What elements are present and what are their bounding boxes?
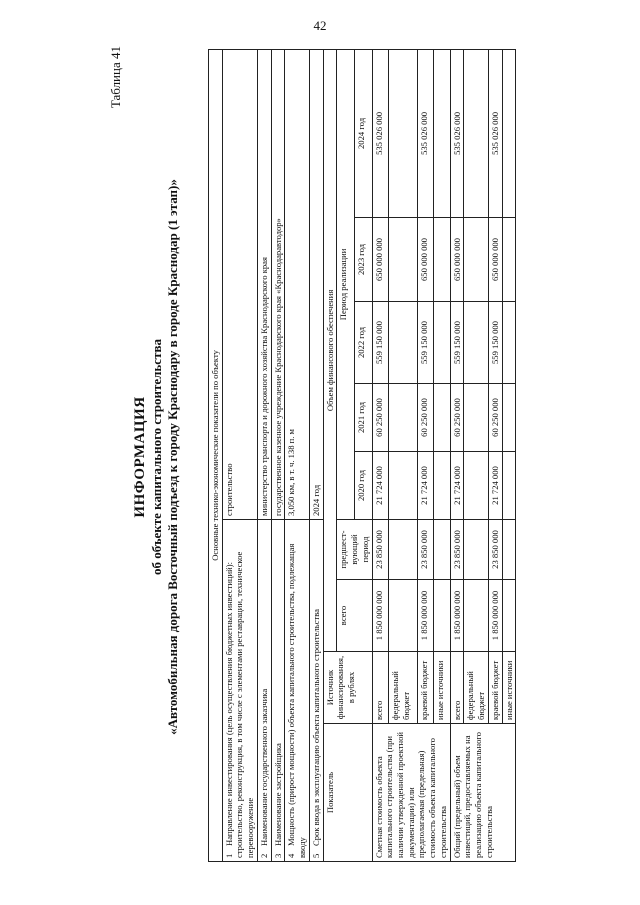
value-cell: 23 850 000	[417, 520, 433, 580]
info-row-label	[222, 520, 257, 862]
value-cell	[502, 384, 516, 452]
col-prev-header: предшест-вующий период	[337, 520, 372, 580]
table-label: Таблица 41	[108, 46, 123, 109]
info-row	[271, 49, 285, 861]
value-cell: 559 150 000	[372, 302, 388, 384]
source-cell: всего	[372, 652, 388, 724]
col-source-header: Источник финансирования, в рублях	[323, 652, 372, 724]
source-cell: иные источники	[434, 652, 450, 724]
source-cell: краевой бюджет	[417, 652, 433, 724]
value-cell: 650 000 000	[417, 218, 433, 302]
source-cell: краевой бюджет	[488, 652, 502, 724]
value-cell	[388, 520, 417, 580]
value-cell	[388, 218, 417, 302]
value-cell: 21 724 000	[450, 452, 464, 520]
value-cell	[388, 302, 417, 384]
section-header: Основные технико-экономические показатели по объекту	[209, 49, 223, 861]
value-cell	[464, 384, 488, 452]
info-row-number: 5	[310, 853, 321, 858]
value-cell: 23 850 000	[488, 520, 502, 580]
info-row-value: государственное казенное учреждение Краснодарского края «Краснодаравтодор»	[271, 49, 285, 519]
value-cell	[502, 580, 516, 652]
indicator-cell: Общий (предельный) объем инвестиций, предоставляемых на реализацию объекта капитального строительства	[450, 724, 516, 862]
value-cell: 1 850 000 000	[450, 580, 464, 652]
info-row-label	[285, 520, 309, 862]
info-row-text: Мощность (прирост мощности) объекта капитального строительства, подлежащая вводу	[286, 543, 308, 858]
value-cell	[434, 520, 450, 580]
year-header: 2023 год	[354, 218, 372, 302]
info-row-number: 2	[258, 853, 269, 858]
value-cell: 23 850 000	[372, 520, 388, 580]
value-cell: 650 000 000	[450, 218, 464, 302]
value-cell: 1 850 000 000	[372, 580, 388, 652]
value-cell: 60 250 000	[488, 384, 502, 452]
value-cell	[434, 302, 450, 384]
value-cell: 60 250 000	[450, 384, 464, 452]
value-cell	[388, 452, 417, 520]
info-row-value: министерство транспорта и дорожного хозяйства Краснодарского края	[257, 49, 271, 519]
value-cell: 535 026 000	[372, 49, 388, 217]
value-cell: 650 000 000	[488, 218, 502, 302]
info-row-value: строительство	[222, 49, 257, 519]
info-row	[309, 49, 323, 861]
year-header: 2020 год	[354, 452, 372, 520]
info-row-number: 1	[223, 853, 234, 858]
value-cell	[434, 452, 450, 520]
info-row	[285, 49, 309, 861]
value-cell	[502, 520, 516, 580]
info-row-label	[257, 520, 271, 862]
value-cell	[502, 49, 516, 217]
col-period-header: Период реализации	[337, 49, 355, 519]
indicator-cell: Сметная стоимость объекта капитального строительства (при наличии утвержденной проектной документации) или предполагаемая (предельная) стоимость объекта капитального строительства	[372, 724, 450, 862]
value-cell	[502, 218, 516, 302]
info-row-value: 3,050 км, в т. ч. 138 п. м	[285, 49, 309, 519]
info-row-number: 3	[272, 853, 283, 858]
finance-row	[450, 49, 464, 861]
col-volume-header: Объем финансового обеспечения	[323, 49, 337, 651]
info-row-text: Наименование государственного заказчика	[258, 688, 269, 846]
info-row-text: Наименование застройщика	[272, 743, 283, 846]
value-cell: 559 150 000	[417, 302, 433, 384]
info-row-text: Направление инвестирования (цель осуществления бюджетных инвестиций): строительство, реконструкция, в том числе с элементами реставрации, техническое перевооружение	[223, 551, 256, 858]
value-cell: 60 250 000	[372, 384, 388, 452]
page-number: 42	[313, 18, 327, 33]
value-cell: 21 724 000	[488, 452, 502, 520]
value-cell: 535 026 000	[417, 49, 433, 217]
value-cell: 650 000 000	[372, 218, 388, 302]
value-cell	[464, 580, 488, 652]
value-cell	[388, 384, 417, 452]
col-indicator-header: Показатель	[323, 724, 372, 862]
value-cell: 535 026 000	[450, 49, 464, 217]
value-cell: 1 850 000 000	[417, 580, 433, 652]
value-cell	[388, 49, 417, 217]
finance-row	[372, 49, 388, 861]
value-cell: 1 850 000 000	[488, 580, 502, 652]
source-cell: всего	[450, 652, 464, 724]
value-cell	[464, 520, 488, 580]
col-total-header: всего	[337, 580, 372, 652]
rotated-page	[12, 42, 577, 872]
value-cell	[502, 302, 516, 384]
document-title: ИНФОРМАЦИЯ	[132, 396, 148, 518]
year-header: 2022 год	[354, 302, 372, 384]
value-cell: 23 850 000	[450, 520, 464, 580]
value-cell	[464, 49, 488, 217]
info-row-label	[271, 520, 285, 862]
year-header: 2024 год	[354, 49, 372, 217]
value-cell	[434, 218, 450, 302]
info-row-text: Срок ввода в эксплуатацию объекта капитального строительства	[310, 609, 321, 846]
info-row-value: 2024 год	[309, 49, 323, 519]
finance-header-row	[323, 49, 337, 861]
value-cell	[464, 218, 488, 302]
section-header-row	[209, 49, 223, 861]
value-cell: 559 150 000	[488, 302, 502, 384]
value-cell: 60 250 000	[417, 384, 433, 452]
document-header	[132, 42, 181, 872]
value-cell	[464, 302, 488, 384]
document-subtitle: об объекте капитального строительства	[149, 339, 164, 575]
value-cell	[388, 580, 417, 652]
info-row	[222, 49, 257, 861]
value-cell	[502, 452, 516, 520]
source-cell: иные источники	[502, 652, 516, 724]
object-info-table	[208, 49, 516, 862]
value-cell	[434, 49, 450, 217]
info-row	[257, 49, 271, 861]
source-cell: федеральный бюджет	[388, 652, 417, 724]
object-name: «Автомобильная дорога Восточный подъезд к городу Краснодару в городе Краснодар (1 этап)»	[165, 179, 180, 735]
info-row-number: 4	[286, 853, 297, 858]
value-cell	[434, 580, 450, 652]
value-cell: 21 724 000	[417, 452, 433, 520]
value-cell: 559 150 000	[450, 302, 464, 384]
value-cell: 21 724 000	[372, 452, 388, 520]
year-header: 2021 год	[354, 384, 372, 452]
source-cell: федеральный бюджет	[464, 652, 488, 724]
info-row-label	[309, 520, 323, 862]
value-cell: 535 026 000	[488, 49, 502, 217]
value-cell	[464, 452, 488, 520]
value-cell	[434, 384, 450, 452]
